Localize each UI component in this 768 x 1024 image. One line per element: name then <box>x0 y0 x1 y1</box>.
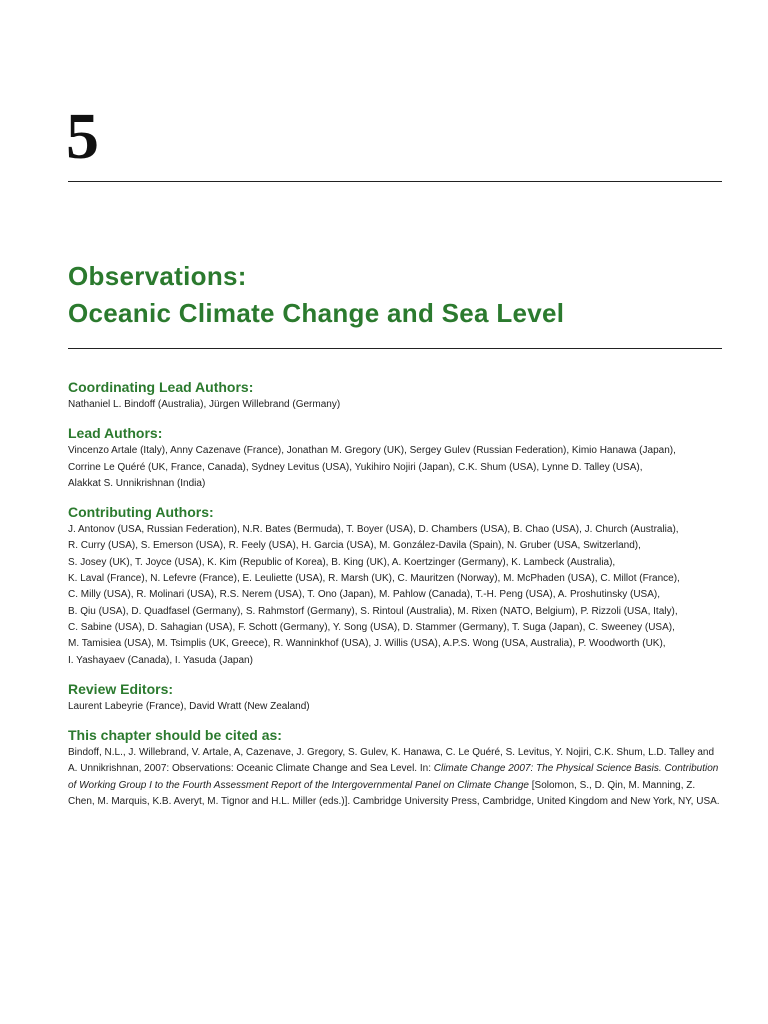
contributing-authors-heading: Contributing Authors: <box>68 504 214 521</box>
lead-authors-section <box>68 424 722 492</box>
chapter-title <box>68 258 564 332</box>
chapter-title-line-1: Observations: <box>68 261 247 291</box>
coordinating-lead-authors-list: Nathaniel L. Bindoff (Australia), Jürgen Willebrand (Germany) <box>68 399 341 410</box>
review-editors-section <box>68 680 722 715</box>
citation-text-authors: Bindoff, N.L., J. Willebrand, V. Artale, A, Cazenave, J. Gregory, S. Gulev, K. Hanawa, C. Le Quéré, S. Levitus, Y. Nojiri, C.K. Shum, L.D. Talley and A. Unnikrishnan, 2007: Observations: Oceanic Climate Change and Sea Level. In: <box>68 747 715 775</box>
coordinating-lead-authors-section <box>68 378 722 413</box>
chapter-title-line-2: Oceanic Climate Change and Sea Level <box>68 298 565 328</box>
top-divider <box>68 181 722 182</box>
citation-text-publication: Climate Change 2007: The Physical Science Basis. Contribution of Working Group I to the Fourth Assessment Report of the Intergovernmental Panel on Climate Change <box>68 763 719 791</box>
citation-text-editors: [Solomon, S., D. Qin, M. Manning, Z. Chen, M. Marquis, K.B. Averyt, M. Tignor and H.L. Miller (eds.)]. Cambridge University Press, Cambridge, United Kingdom and New York, NY, USA. <box>68 779 720 808</box>
author-sections <box>68 378 722 821</box>
review-editors-heading: Review Editors: <box>68 680 174 697</box>
title-divider <box>68 348 722 349</box>
contributing-authors-list: J. Antonov (USA, Russian Federation), N.R. Bates (Bermuda), T. Boyer (USA), D. Chambers (USA), B. Chao (USA), J. Church (Australia), R. Curry (USA), S. Emerson (USA), R. Feely (USA), H. Garcia (USA), M. González-Davila (Spain), N. Gruber (USA, Switzerland), S. Josey (UK), T. Joyce (USA), K. Kim (Republic of Korea), B. King (UK), A. Koertzinger (Germany), K. Lambeck (Australia), K. Laval (France), N. Lefevre (France), E. Leuliette (USA), R. Marsh (UK), C. Mauritzen (Norway), M. McPhaden (USA), C. Millot (France), C. Milly (USA), R. Molinari (USA), R.S. Nerem (USA), T. Ono (Japan), M. Pahlow (Canada), T.-H. Peng (USA), A. Proshutinsky (USA), B. Qiu (USA), D. Quadfasel (Germany), S. Rahmstorf (Germany), S. Rintoul (Australia), M. Rixen (NATO, Belgium), P. Rizzoli (USA, Italy), C. Sabine (USA), D. Sahagian (USA), F. Schott (Germany), Y. Song (USA), D. Stammer (Germany), T. Suga (Japan), C. Sweeney (USA), M. Tamisiea (USA), M. Tsimplis (UK, Greece), R. Wanninkhof (USA), J. Willis (USA), A.P.S. Wong (USA, Australia), P. Woodworth (UK), I. Yashayaev (Canada), I. Yasuda (Japan) <box>68 524 680 666</box>
citation-heading: This chapter should be cited as: <box>68 727 282 744</box>
citation-section <box>68 726 722 810</box>
coordinating-lead-authors-heading: Coordinating Lead Authors: <box>68 379 254 395</box>
lead-authors-heading: Lead Authors: <box>68 425 163 442</box>
contributing-authors-section <box>68 503 722 669</box>
chapter-number: 5 <box>66 100 99 173</box>
lead-authors-list: Vincenzo Artale (Italy), Anny Cazenave (France), Jonathan M. Gregory (UK), Sergey Gulev (Russian Federation), Kimio Hanawa (Japan), Corrine Le Quéré (UK, France, Canada), Sydney Levitus (USA), Yukihiro Nojiri (Japan), C.K. Shum (USA), Lynne D. Talley (USA), Alakkat S. Unnikrishnan (India) <box>68 445 676 489</box>
citation-text <box>68 745 722 810</box>
report-page <box>68 0 722 1024</box>
review-editors-list: Laurent Labeyrie (France), David Wratt (New Zealand) <box>68 700 310 712</box>
